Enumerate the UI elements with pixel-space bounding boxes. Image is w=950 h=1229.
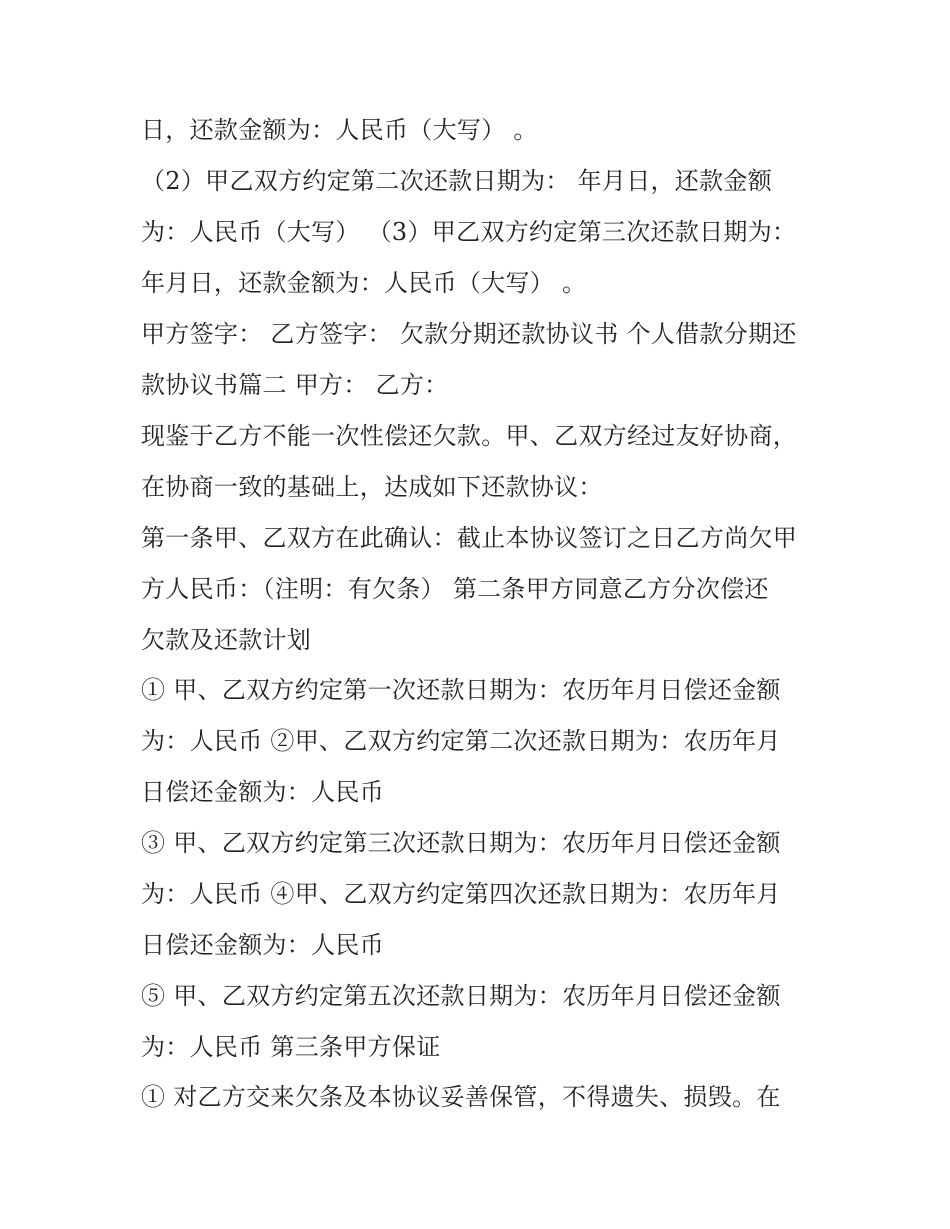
text-line: 方人民币：（注明：有欠条） 第二条甲方同意乙方分次偿还 — [141, 575, 769, 603]
text-line: 为：人民币 ④甲、乙双方约定第四次还款日期为：农历年月 — [141, 880, 781, 908]
text-line: 年月日，还款金额为：人民币（大写） 。 — [141, 269, 587, 297]
text-line: ③ 甲、乙双方约定第三次还款日期为：农历年月日偿还金额 — [141, 829, 781, 857]
text-line: 为：人民币（大写） （3）甲乙双方约定第三次还款日期为： — [141, 218, 797, 246]
text-line: 款协议书篇二 甲方： 乙方： — [141, 371, 449, 399]
text-line: 为：人民币 ②甲、乙双方约定第二次还款日期为：农历年月 — [141, 727, 781, 755]
text-line: ⑤ 甲、乙双方约定第五次还款日期为：农历年月日偿还金额 — [141, 982, 781, 1010]
text-line: 日偿还金额为：人民币 — [141, 778, 384, 806]
text-line: 第一条甲、乙双方在此确认：截止本协议签订之日乙方尚欠甲 — [141, 524, 798, 552]
text-line: 日，还款金额为：人民币（大写） 。 — [141, 116, 538, 144]
text-line: ① 对乙方交来欠条及本协议妥善保管，不得遗失、损毁。在 — [141, 1083, 781, 1111]
text-line: 甲方签字： 乙方签字： 欠款分期还款协议书 个人借款分期还 — [141, 320, 797, 348]
text-line: 现鉴于乙方不能一次性偿还欠款。甲、乙双方经过友好协商， — [141, 422, 798, 450]
text-line: 日偿还金额为：人民币 — [141, 931, 384, 959]
text-line: ① 甲、乙双方约定第一次还款日期为：农历年月日偿还金额 — [141, 676, 781, 704]
text-line: 为：人民币 第三条甲方保证 — [141, 1033, 441, 1061]
text-line: （2）甲乙双方约定第二次还款日期为： 年月日，还款金额 — [141, 167, 772, 195]
text-line: 在协商一致的基础上，达成如下还款协议： — [141, 473, 603, 501]
text-line: 欠款及还款计划 — [141, 626, 312, 654]
